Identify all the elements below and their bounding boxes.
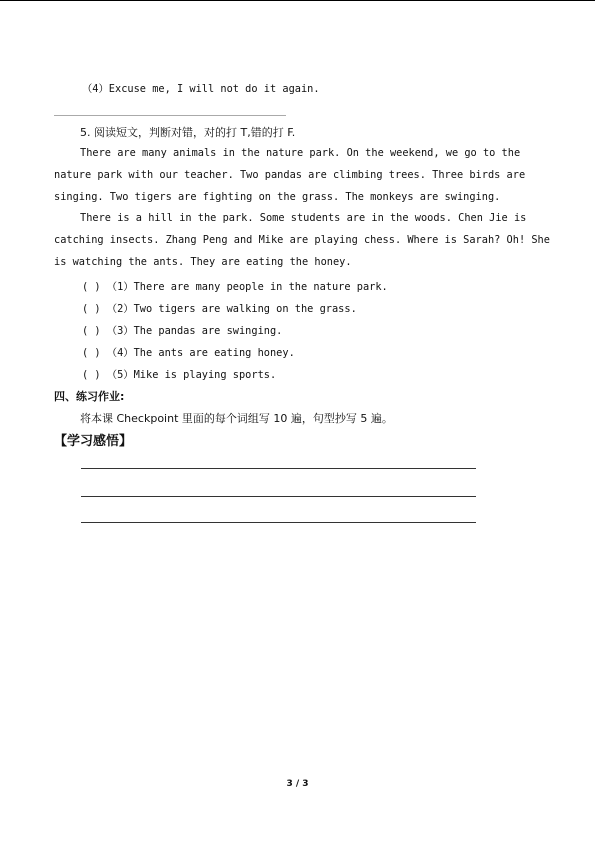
judge-item-2: ( ) （2）Two tigers are walking on the grass.	[82, 303, 357, 315]
section-4-heading: 四、练习作业:	[54, 390, 125, 403]
judge-item-1: ( ) （1）There are many people in the nature park.	[82, 281, 388, 293]
writing-line-2[interactable]	[81, 496, 476, 497]
page-number: 3 / 3	[286, 779, 309, 789]
judge-item-3: ( ) （3）The pandas are swinging.	[82, 325, 283, 337]
paragraph1-line2: nature park with our teacher. Two pandas are climbing trees. Three birds are	[54, 169, 526, 181]
divider	[54, 115, 286, 116]
paragraph1-line3: singing. Two tigers are fighting on the grass. The monkeys are swinging.	[54, 191, 501, 203]
judge-item-4: ( ) （4）The ants are eating honey.	[82, 347, 295, 359]
reflection-title: 【学习感悟】	[54, 434, 133, 449]
judge-item-5: ( ) （5）Mike is playing sports.	[82, 369, 277, 381]
section-5-heading: 5. 阅读短文，判断对错，对的打 T,错的打 F.	[80, 126, 296, 139]
writing-line-1[interactable]	[81, 468, 476, 469]
answer-4: （4）Excuse me, I will not do it again.	[82, 83, 320, 95]
writing-line-3[interactable]	[81, 522, 476, 523]
section-4-body: 将本课 Checkpoint 里面的每个词组写 10 遍，句型抄写 5 遍。	[80, 412, 393, 425]
paragraph2-line3: is watching the ants. They are eating the honey.	[54, 256, 352, 268]
paragraph2-line1: There is a hill in the park. Some students are in the woods. Chen Jie is	[80, 212, 527, 224]
top-border	[0, 0, 595, 1]
paragraph2-line2: catching insects. Zhang Peng and Mike are playing chess. Where is Sarah? Oh! She	[54, 234, 550, 246]
paragraph1-line1: There are many animals in the nature park. On the weekend, we go to the	[80, 147, 521, 159]
